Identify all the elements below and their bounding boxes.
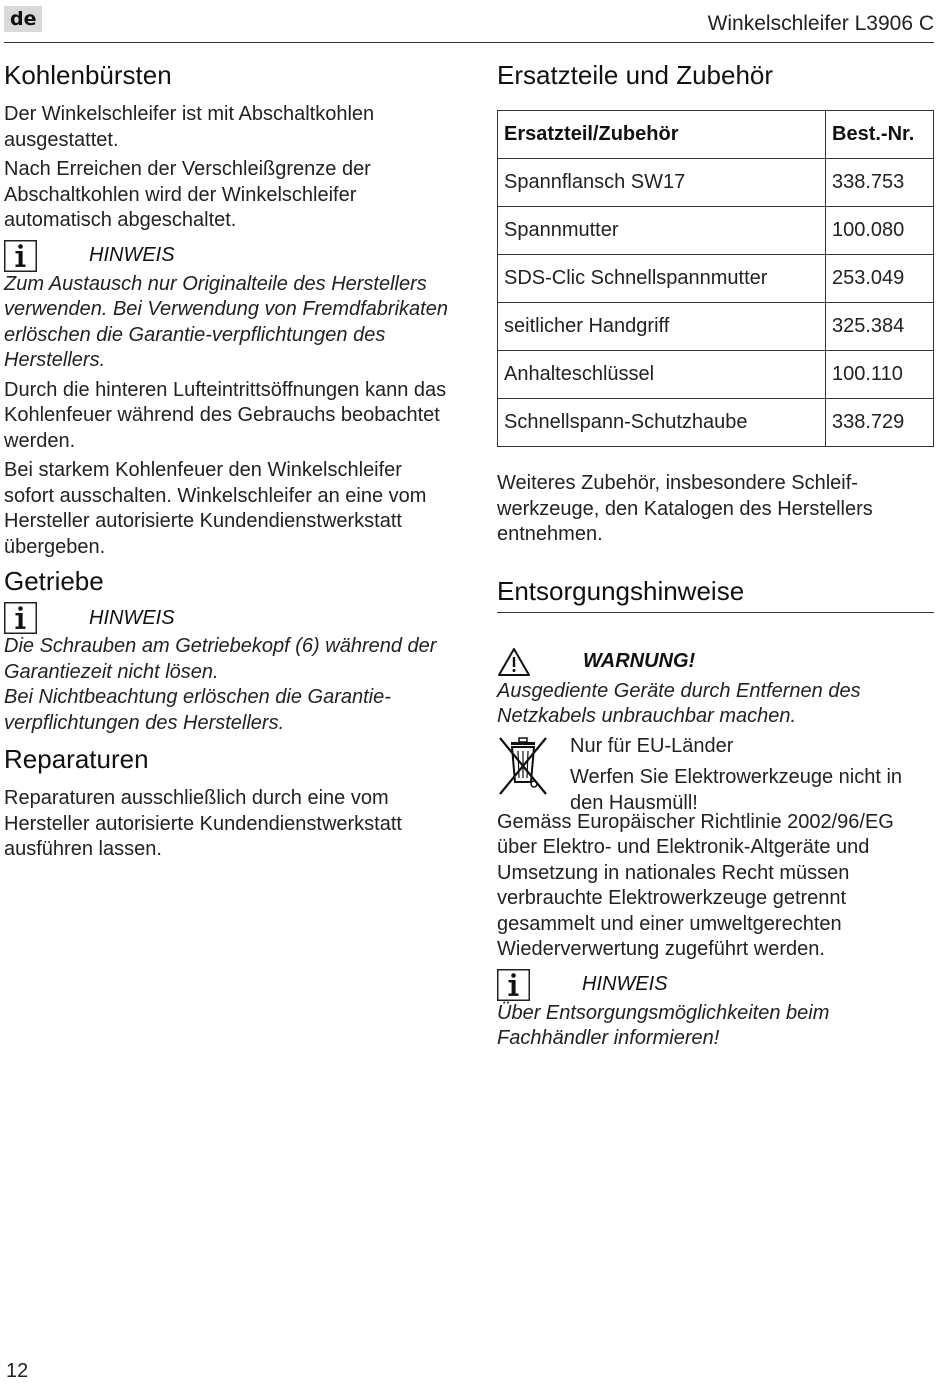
heading-entsorgung: Entsorgungshinweise (497, 575, 745, 606)
table-cell-part: Spannmutter (498, 207, 826, 255)
heading-reparaturen: Reparaturen (4, 744, 149, 774)
section-getriebe (4, 566, 450, 736)
table-row (498, 303, 934, 351)
hint-text: Die Schrauben am Getriebekopf (6) während der Garantiezeit nicht lösen. (4, 635, 437, 683)
hint-label: HINWEIS (89, 244, 175, 266)
table-header-nr: Best.-Nr. (826, 111, 934, 159)
hint-label: HINWEIS (89, 606, 175, 629)
table-cell-nr: 100.080 (826, 207, 934, 255)
table-row (498, 351, 934, 399)
heading-ersatzteile: Ersatzteile und Zubehör (497, 60, 774, 90)
hint-text: Über Entsorgungsmöglichkeiten beim Fachhändler informieren! (497, 1001, 830, 1049)
info-icon (497, 969, 530, 1001)
table-cell-part: Schnellspann-Schutzhaube (498, 399, 826, 447)
section-ersatzteile (497, 60, 934, 548)
left-column (4, 56, 450, 863)
header-divider (4, 42, 934, 43)
warning-text: Ausgediente Geräte durch Entfernen des Netzkabels unbrauchbar machen. (497, 679, 861, 727)
paragraph: Bei starkem Kohlenfeuer den Winkelschleifer sofort ausschalten. Winkelschleifer an eine vom Hersteller autorisierte Kundendienstwerkstatt übergeben. (4, 459, 427, 558)
eu-disposal-block (497, 734, 934, 814)
paragraph: Der Winkelschleifer ist mit Abschaltkohlen ausgestattet. (4, 103, 375, 151)
hint-header (4, 602, 450, 634)
table-cell-nr: 325.384 (826, 303, 934, 351)
hint-header (4, 240, 450, 272)
parts-table (497, 110, 934, 447)
hint-header (497, 969, 934, 1001)
eu-disposal-text (570, 734, 934, 817)
section-reparaturen (4, 744, 450, 863)
hint-text: Bei Nichtbeachtung erlöschen die Garantie-verpflichtungen des Herstellers. (4, 686, 391, 734)
crossed-bin-icon (497, 734, 549, 798)
table-row (498, 159, 934, 207)
right-column (497, 56, 934, 1052)
paragraph: Durch die hinteren Lufteintrittsöffnungen kann das Kohlenfeuer während des Gebrauchs beobachtet werden. (4, 378, 447, 452)
table-row (498, 399, 934, 447)
hint-label: HINWEIS (582, 973, 668, 995)
paragraph: Nach Erreichen der Verschleißgrenze der Abschaltkohlen wird der Winkelschleifer automatisch abgeschaltet. (4, 158, 371, 231)
info-icon (4, 240, 37, 272)
heading-kohlenbuersten: Kohlenbürsten (4, 60, 172, 90)
table-row (498, 207, 934, 255)
eu-text: Werfen Sie Elektrowerkzeuge nicht in den Hausmüll! (570, 766, 903, 814)
table-cell-part: Spannflansch SW17 (498, 159, 826, 207)
paragraph: Gemäss Europäischer Richtlinie 2002/96/EG über Elektro- und Elektronik-Altgeräte und Umsetzung in nationales Recht müssen verbrauchte Elektrowerkzeuge getrennt gesammelt und einer umweltgerechten Wiederverwertung zugeführt werden. (497, 810, 894, 960)
section-entsorgung (497, 576, 934, 1052)
table-cell-nr: 338.753 (826, 159, 934, 207)
table-cell-part: seitlicher Handgriff (498, 303, 826, 351)
table-cell-part: SDS-Clic Schnellspannmutter (498, 255, 826, 303)
table-row (498, 255, 934, 303)
hint-text: Zum Austausch nur Originalteile des Herstellers verwenden. Bei Verwendung von Fremdfabrikaten erlöschen die Garantie-verpflichtungen des Herstellers. (4, 272, 448, 371)
page-number: 12 (6, 1360, 29, 1382)
table-cell-nr: 100.110 (826, 351, 934, 399)
warning-label: WARNUNG! (583, 650, 696, 672)
document-title: Winkelschleifer L3906 C (707, 12, 934, 35)
language-badge: de (4, 6, 42, 32)
warning-header (497, 645, 934, 679)
table-cell-nr: 253.049 (826, 255, 934, 303)
info-icon (4, 602, 37, 634)
table-cell-nr: 338.729 (826, 399, 934, 447)
paragraph: Weiteres Zubehör, insbesondere Schleif-werkzeuge, den Katalogen des Herstellers entnehmen. (497, 472, 873, 545)
warning-triangle-icon (497, 647, 531, 677)
paragraph: Reparaturen ausschließlich durch eine vom Hersteller autorisierte Kundendienstwerkstatt ausführen lassen. (4, 787, 402, 860)
table-header-row (498, 111, 934, 159)
section-kohlenbuersten (4, 60, 450, 560)
table-cell-part: Anhalteschlüssel (498, 351, 826, 399)
section-divider (497, 612, 934, 613)
eu-only-label: Nur für EU-Länder (570, 734, 734, 757)
heading-getriebe: Getriebe (4, 566, 104, 596)
table-header-part: Ersatzteil/Zubehör (498, 111, 826, 159)
